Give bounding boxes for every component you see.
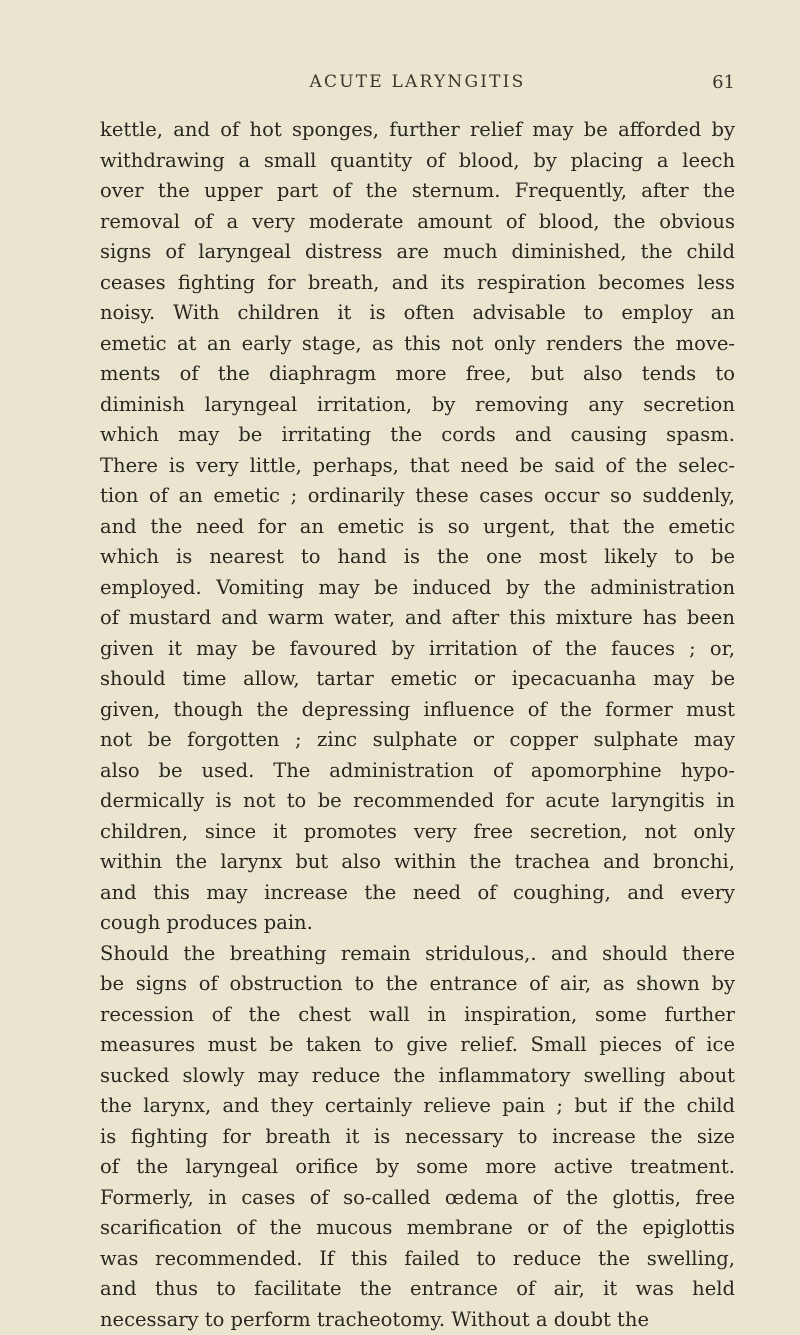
text-line: children, since it promotes very free secretion, not only: [100, 819, 735, 843]
text-line: was recommended. If this failed to reduce the swelling,: [100, 1246, 735, 1270]
text-line: tion of an emetic ; ordinarily these cases occur so suddenly,: [100, 484, 735, 507]
text-line: employed. Vomiting may be induced by the administration: [100, 575, 735, 599]
text-line: which is nearest to hand is the one most likely to be: [100, 545, 735, 568]
text-line: should time allow, tartar emetic or ipecacuanha may be: [100, 667, 735, 690]
text-line: given it may be favoured by irritation of the fauces ; or,: [100, 636, 735, 660]
paragraph: [100, 115, 735, 939]
text-line: recession of the chest wall in inspiration, some further: [100, 1002, 735, 1026]
text-line: Formerly, in cases of so-called œdema of the glottis, free: [100, 1185, 735, 1209]
text-line: Should the breathing remain stridulous,. and should there: [100, 941, 735, 965]
text-line: given, though the depressing influence of the former must: [100, 697, 735, 721]
text-line: which may be irritating the cords and causing spasm.: [100, 423, 735, 446]
page-number: 61: [712, 72, 735, 93]
text-line: ceases fighting for breath, and its respiration becomes less: [100, 270, 735, 294]
text-line: is fighting for breath it is necessary to increase the size: [100, 1124, 735, 1148]
running-title: ACUTE LARYNGITIS: [309, 72, 526, 92]
text-line: emetic at an early stage, as this not only renders the move-: [100, 331, 735, 355]
text-line: and this may increase the need of coughing, and every: [100, 880, 735, 904]
text-line: also be used. The administration of apomorphine hypo-: [100, 758, 735, 782]
paragraph: [100, 939, 735, 1335]
text-line: of the laryngeal orifice by some more active treatment.: [100, 1155, 735, 1178]
text-line: not be forgotten ; zinc sulphate or copper sulphate may: [100, 728, 735, 751]
text-line: kettle, and of hot sponges, further relief may be afforded by: [100, 118, 735, 141]
text-line: the larynx, and they certainly relieve pain ; but if the child: [100, 1094, 735, 1117]
text-line: be signs of obstruction to the entrance of air, as shown by: [100, 972, 735, 995]
text-line: noisy. With children it is often advisable to employ an: [100, 301, 735, 324]
text-line: and the need for an emetic is so urgent, that the emetic: [100, 514, 735, 538]
running-head: [100, 72, 735, 100]
text-line: sucked slowly may reduce the inflammatory swelling about: [100, 1063, 735, 1087]
text-line: ments of the diaphragm more free, but also tends to: [100, 362, 735, 385]
text-line: scarification of the mucous membrane or of the epiglottis: [100, 1216, 735, 1239]
text-line: necessary to perform tracheotomy. Without a doubt the: [100, 1307, 649, 1331]
text-line: withdrawing a small quantity of blood, by placing a leech: [100, 148, 735, 172]
body-text: [100, 115, 735, 1335]
text-line: diminish laryngeal irritation, by removing any secretion: [100, 392, 735, 416]
text-line: within the larynx but also within the trachea and bronchi,: [100, 850, 735, 873]
text-line: and thus to facilitate the entrance of air, it was held: [100, 1277, 735, 1300]
text-line: There is very little, perhaps, that need be said of the selec-: [100, 453, 735, 477]
text-line: dermically is not to be recommended for acute laryngitis in: [100, 789, 735, 812]
text-line: removal of a very moderate amount of blood, the obvious: [100, 209, 735, 233]
text-line: cough produces pain.: [100, 911, 313, 934]
text-line: over the upper part of the sternum. Frequently, after the: [100, 179, 735, 202]
text-line: signs of laryngeal distress are much diminished, the child: [100, 240, 735, 263]
text-line: measures must be taken to give relief. Small pieces of ice: [100, 1033, 735, 1056]
text-line: of mustard and warm water, and after this mixture has been: [100, 606, 735, 629]
